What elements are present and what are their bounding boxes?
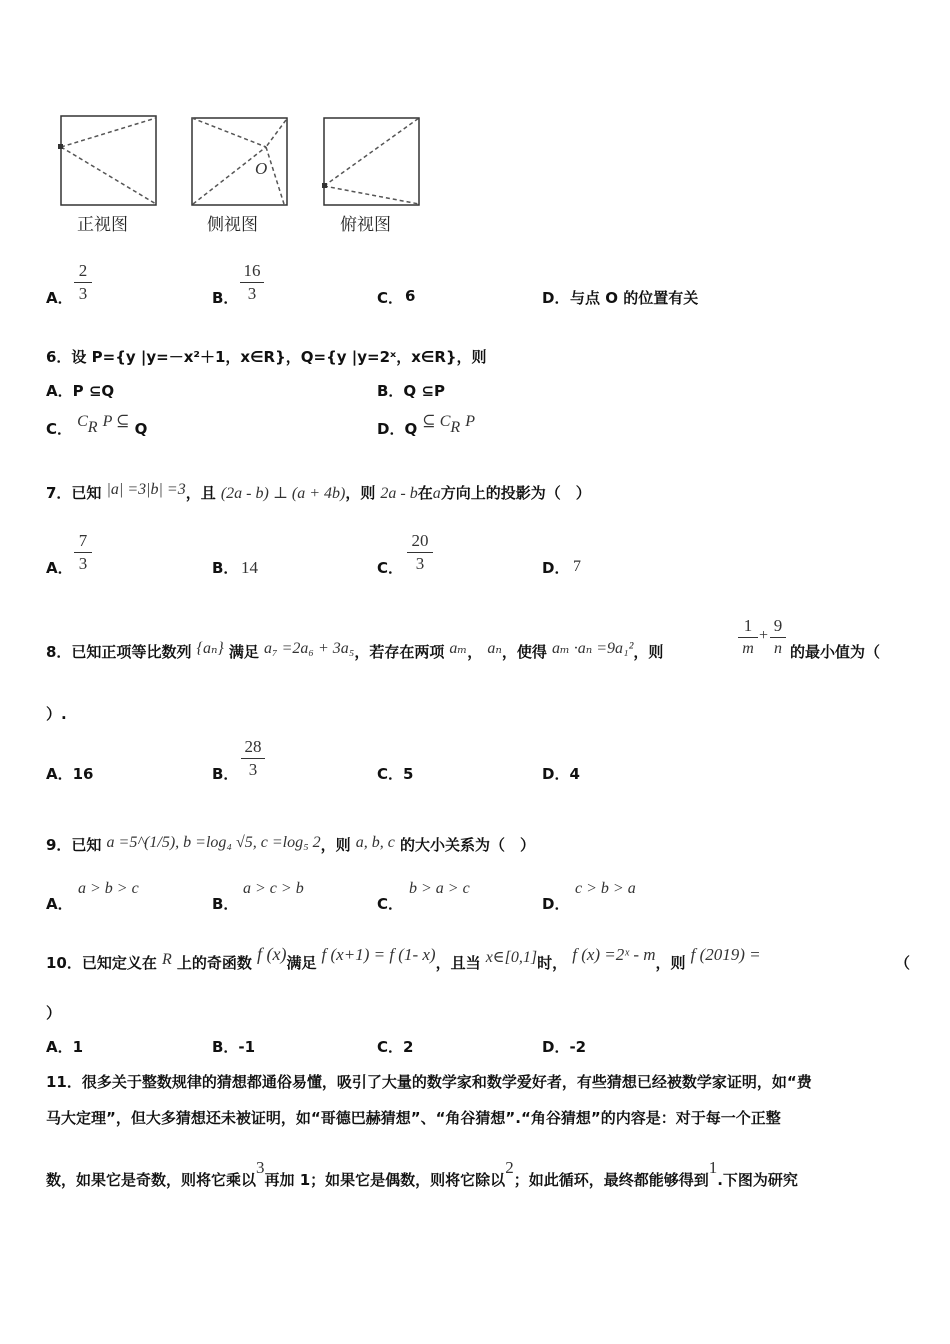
q7-mid2: ，则: [345, 484, 376, 502]
three-view-figure: [55, 112, 435, 212]
q6-d-sub: R: [450, 419, 461, 437]
q5-option-a-fraction: [74, 262, 92, 303]
q10-definition: f (x) =2ˣ - m: [572, 945, 656, 964]
q7-condition: |a| =3|b| =3: [106, 481, 186, 498]
q7-mid: ，且: [185, 484, 216, 502]
q10-t5: ，则: [655, 954, 686, 972]
q7-option-d-value: 7: [573, 558, 581, 575]
q6-d-rest: P: [465, 413, 476, 430]
q8-t2: ，若存在两项: [354, 643, 445, 661]
q8-option-c: C．5: [377, 765, 414, 783]
q6-option-b: B．Q ⊆P: [377, 382, 445, 400]
q8-t5: ，则: [633, 643, 664, 661]
q7-option-a-label: A．: [46, 559, 73, 577]
q10-option-a: A．1: [46, 1038, 84, 1056]
q7-vector2: a: [432, 485, 441, 502]
q6-c-label: C．: [46, 420, 73, 438]
q11-number-1: 1: [708, 1158, 718, 1177]
q8-t4: ，使得: [501, 643, 547, 661]
q5-a-denominator: 3: [78, 284, 88, 303]
q8-stem: [46, 641, 663, 662]
q7-mid3: 在: [417, 484, 433, 502]
q6-c-rest: P ⊆: [102, 413, 130, 430]
q7-a-denominator: 3: [78, 554, 88, 573]
front-view-drawing: [58, 116, 156, 205]
q9-option-c-label: C．: [377, 895, 404, 913]
q7-tail: 方向上的投影为（ ）: [440, 484, 591, 502]
q8-tail: 的最小值为（: [790, 643, 881, 661]
top-view-caption: 俯视图: [340, 215, 391, 235]
q9-option-c-expr: b > a > c: [409, 880, 470, 897]
q10-t3: ，且当: [435, 954, 481, 972]
q11-line-3: [46, 1158, 798, 1190]
q11-line3-c: ；如此循环，最终都能够得到: [513, 1171, 709, 1189]
q11-line3-a: 数，如果它是奇数，则将它乘以: [46, 1171, 257, 1189]
q5-option-d-text: 与点 O 的位置有关: [570, 289, 699, 307]
q8-plus: +: [759, 627, 769, 644]
q9-mid: ，则: [320, 836, 351, 854]
q9-option-d-expr: c > b > a: [575, 880, 636, 897]
q8-close: ）.: [46, 705, 67, 723]
q8-sequence: {aₙ}: [196, 640, 224, 657]
q10-domain: x∈[0,1]: [485, 949, 538, 966]
point-o-label: O: [255, 159, 268, 178]
q10-stem: [46, 944, 761, 973]
q7-prefix: 7．已知: [46, 484, 102, 502]
q11-line-2: 马大定理”，但大多猜想还未被证明，如“哥德巴赫猜想”、“角谷猜想”.“角谷猜想”的内容是：对于每一个正整: [46, 1109, 781, 1127]
q7-option-c-fraction: [407, 532, 433, 573]
q10-t1: 上的奇函数: [176, 954, 252, 972]
q6-d-set: ⊆ C: [422, 413, 451, 430]
q8-fraction-1-over-m: [738, 617, 758, 658]
q9-expression: a =5^(1/5), b =log₄ √5, c =log₅ 2: [106, 834, 321, 851]
q8-am: aₘ: [449, 640, 468, 657]
q8-f1-denominator: m: [742, 640, 754, 657]
q11-line3-d: .下图为研究: [717, 1171, 798, 1189]
q7-option-b-value: 14: [241, 558, 258, 577]
q6-d-label: D．Q: [377, 420, 418, 438]
side-view-caption: 侧视图: [207, 215, 258, 235]
q9-stem: [46, 834, 535, 855]
q6-option-c: [46, 413, 148, 443]
q5-a-numerator: 2: [78, 261, 88, 280]
front-view-caption: 正视图: [77, 215, 128, 235]
q10-option-c: C．2: [377, 1038, 414, 1056]
q6-c-sub: R: [87, 419, 98, 437]
q8-b-numerator: 28: [244, 737, 262, 756]
q5-b-numerator: 16: [243, 261, 261, 280]
q8-eq1: a₇ =2a₆ + 3a₅: [264, 640, 355, 657]
q9-vars: a, b, c: [355, 834, 395, 851]
q7-c-denominator: 3: [415, 554, 425, 573]
q7-stem: [46, 482, 591, 503]
q8-f2-numerator: 9: [773, 616, 783, 635]
q7-c-numerator: 20: [411, 531, 429, 550]
q7-option-c-label: C．: [377, 559, 404, 577]
q5-option-d-label: D．: [542, 289, 570, 307]
q5-option-c-label: C．: [377, 289, 404, 307]
q9-prefix: 9．已知: [46, 836, 102, 854]
q8-eq2: aₘ ·aₙ =9a₁²: [551, 640, 634, 657]
q8-option-b-label: B．: [212, 765, 239, 783]
q9-option-a-expr: a > b > c: [78, 880, 139, 897]
q10-tail: （: [895, 954, 911, 972]
q10-option-d: D．-2: [542, 1038, 587, 1056]
q5-option-c-value: 6: [405, 287, 416, 305]
q8-prefix: 8．已知正项等比数列: [46, 643, 192, 661]
q9-option-b-label: B．: [212, 895, 239, 913]
q8-f1-numerator: 1: [743, 616, 753, 635]
q8-t1: 满足: [228, 643, 259, 661]
q8-an: aₙ: [487, 640, 502, 657]
q10-f2019: f (2019) =: [690, 945, 761, 964]
q9-option-b-expr: a > c > b: [243, 880, 304, 897]
q6-option-d: [377, 413, 476, 443]
q7-perp-expr: (2a - b) ⊥ (a + 4b): [220, 485, 346, 502]
q10-t4: 时，: [537, 954, 568, 972]
q7-vector: 2a - b: [380, 485, 418, 502]
q8-option-d: D．4: [542, 765, 580, 783]
q9-option-d-label: D．: [542, 895, 570, 913]
q10-prefix: 10．已知定义在: [46, 954, 157, 972]
q6-option-a: A．P ⊆Q: [46, 382, 115, 400]
q8-b-denominator: 3: [248, 760, 258, 779]
q7-option-a-fraction: [74, 532, 92, 573]
q11-line-1: 11．很多关于整数规律的猜想都通俗易懂，吸引了大量的数学家和数学爱好者，有些猜想已经被数学家证明，如“费: [46, 1073, 812, 1091]
q5-option-b-label: B．: [212, 289, 239, 307]
q5-option-b-fraction: [240, 262, 264, 303]
q11-number-2: 2: [505, 1158, 514, 1177]
q8-fraction-9-over-n: [770, 617, 786, 658]
q8-option-a: A．16: [46, 765, 94, 783]
q10-option-b: B．-1: [212, 1038, 256, 1056]
q7-a-numerator: 7: [78, 531, 88, 550]
q10-R: R: [161, 951, 172, 968]
q6-c-q: Q: [134, 420, 148, 438]
q8-t3: ，: [467, 643, 483, 661]
q6-c-set: C: [77, 413, 88, 430]
q10-close: ）: [46, 1004, 62, 1022]
q8-option-b-fraction: [241, 738, 265, 779]
side-view-drawing: [192, 118, 287, 205]
q5-b-denominator: 3: [247, 284, 257, 303]
q6-stem: 6．设 P={y |y=－x²＋1，x∈R}，Q={y |y=2ˣ，x∈R}，则: [46, 348, 487, 366]
top-view-drawing: [322, 118, 419, 205]
q11-number-3: 3: [256, 1158, 265, 1177]
q8-f2-denominator: n: [774, 640, 782, 657]
q10-t2: 满足: [286, 954, 317, 972]
q10-fx: f (x): [256, 944, 287, 964]
q9-option-a-label: A．: [46, 895, 73, 913]
q7-option-d-label: D．: [542, 559, 570, 577]
q10-equation: f (x+1) = f (1- x): [321, 945, 436, 964]
q9-tail: 的大小关系为（ ）: [399, 836, 535, 854]
q7-option-b-label: B．: [212, 559, 239, 577]
q11-line3-b: 再加 1；如果它是偶数，则将它除以: [264, 1171, 506, 1189]
q5-option-a-label: A．: [46, 289, 73, 307]
